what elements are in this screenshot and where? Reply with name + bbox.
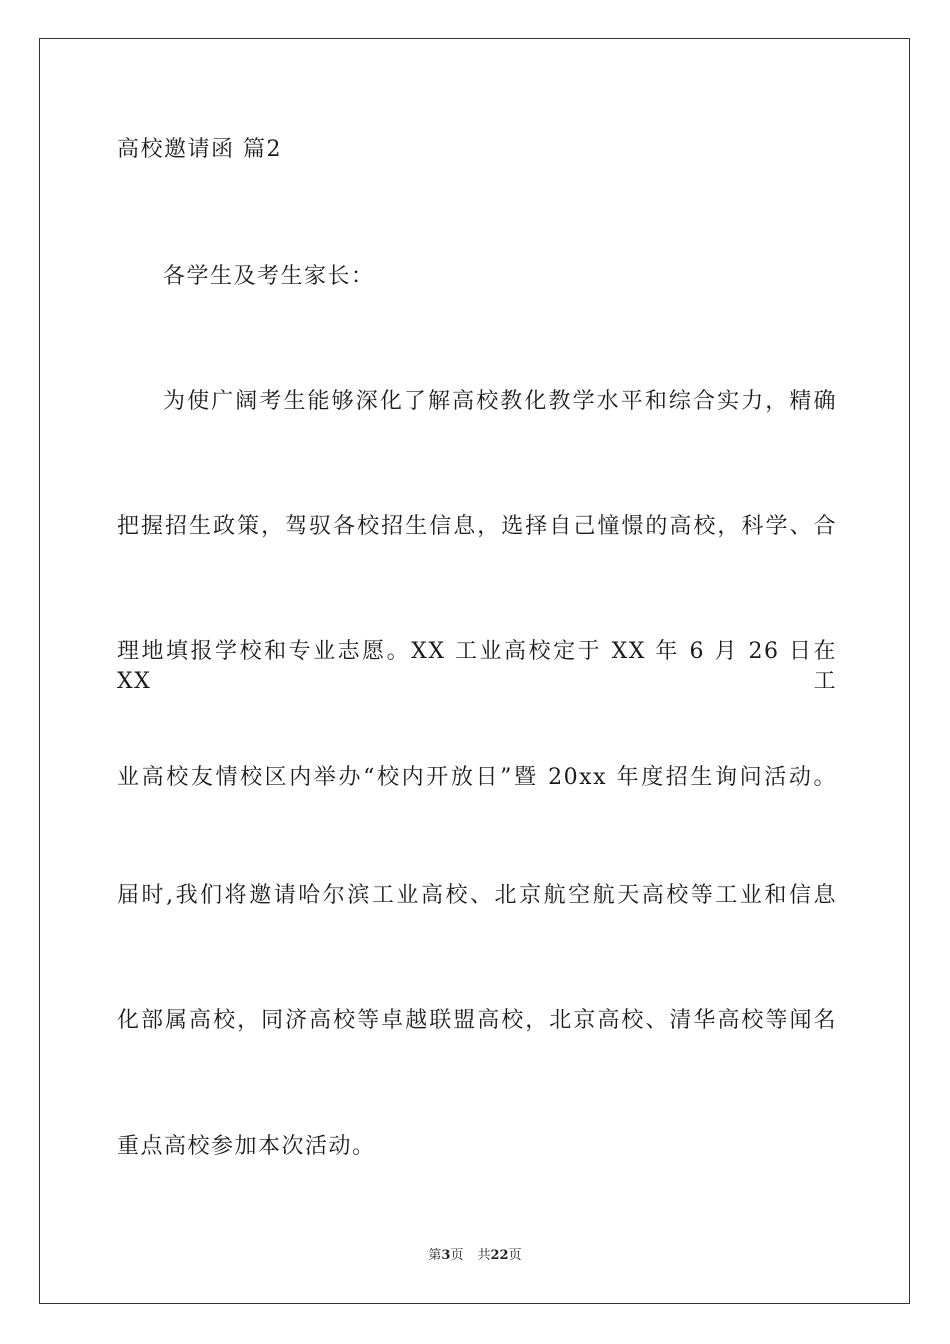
- page-suffix: 页: [450, 1248, 464, 1263]
- salutation: 各学生及考生家长：: [163, 264, 375, 289]
- paragraph-line-5: 届时,我们将邀请哈尔滨工业高校、北京航空航天高校等工业和信息: [117, 883, 837, 908]
- paragraph-line-4: 业高校友情校区内举办“校内开放日”暨 20xx 年度招生询问活动。: [117, 765, 837, 790]
- document-title: 高校邀请函 篇2: [117, 137, 282, 162]
- paragraph-line-3: 理地填报学校和专业志愿。XX 工业高校定于 XX 年 6 月 26 日在 XX 工: [117, 639, 837, 694]
- paragraph-line-6: 化部属高校，同济高校等卓越联盟高校，北京高校、清华高校等闻名: [117, 1008, 837, 1033]
- total-pages: 22: [490, 1248, 509, 1263]
- total-prefix: 共: [477, 1248, 491, 1263]
- page-footer: [0, 1247, 950, 1265]
- paragraph-line-1: 为使广阔考生能够深化了解高校教化教学水平和综合实力，精确: [163, 389, 837, 414]
- paragraph-line-7: 重点高校参加本次活动。: [117, 1134, 376, 1159]
- total-suffix: 页: [508, 1248, 522, 1263]
- page-prefix: 第: [428, 1248, 442, 1263]
- paragraph-line-2: 把握招生政策，驾驭各校招生信息，选择自己憧憬的高校，科学、合: [117, 514, 837, 539]
- page-number: 3: [441, 1248, 451, 1263]
